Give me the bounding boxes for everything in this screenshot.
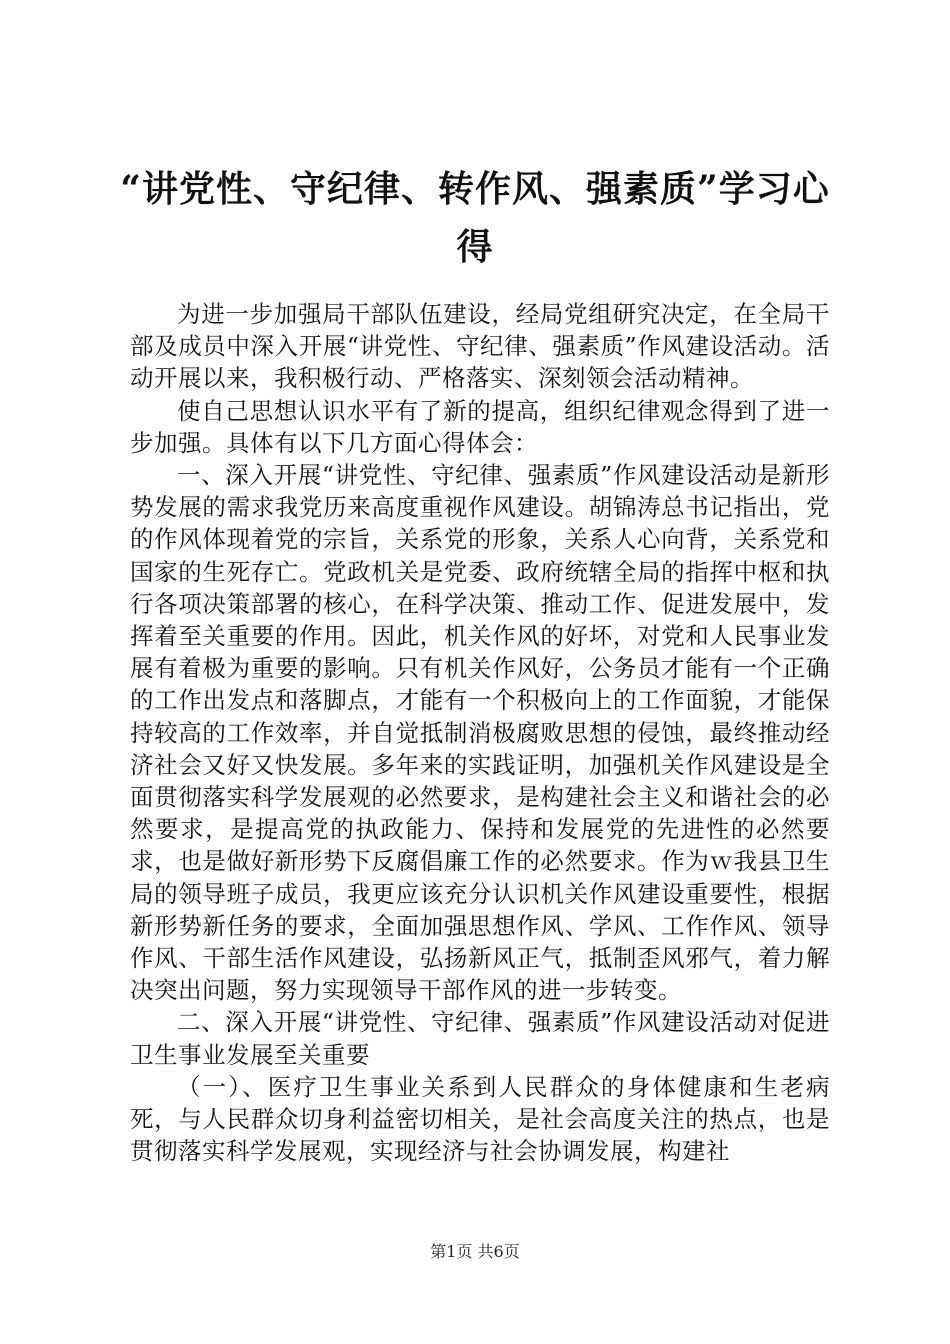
paragraph: 一、深入开展“讲党性、守纪律、强素质”作风建设活动是新形势发展的需求我党历来高度重视作风建设。胡锦涛总书记指出，党的作风体现着党的宗旨，关系党的形象，关系人心向背，关系党和国家的生死存亡。党政机关是党委、政府统辖全局的指挥中枢和执行各项决策部署的核心，在科学决策、推动工作、促进发展中，发挥着至关重要的作用。因此，机关作风的好坏，对党和人民事业发展有着极为重要的影响。只有机关作风好，公务员才能有一个正确的工作出发点和落脚点，才能有一个积极向上的工作面貌，才能保持较高的工作效率，并自觉抵制消极腐败思想的侵蚀，最终推动经济社会又好又快发展。多年来的实践证明，加强机关作风建设是全面贯彻落实科学发展观的必然要求，是构建社会主义和谐社会的必然要求，是提高党的执政能力、保持和发展党的先进性的必然要求，也是做好新形势下反腐倡廉工作的必然要求。作为ｗ我县卫生局的领导班子成员，我更应该充分认识机关作风建设重要性，根据新形势新任务的要求，全面加强思想作风、学风、工作作风、领导作风、干部生活作风建设，弘扬新风正气，抵制歪风邪气，着力解决突出问题，努力实现领导干部作风的进一步转变。 [130, 461, 830, 1005]
paragraph: 二、深入开展“讲党性、守纪律、强素质”作风建设活动对促进卫生事业发展至关重要 [130, 1008, 830, 1069]
paragraph: （一）、医疗卫生事业关系到人民群众的身体健康和生老病死，与人民群众切身利益密切相关，是社会高度关注的热点，也是贯彻落实科学发展观，实现经济与社会协调发展，构建社 [130, 1072, 830, 1166]
document-title: “讲党性、守纪律、转作风、强素质”学习心得 [120, 168, 830, 268]
paragraph: 使自己思想认识水平有了新的提高，组织纪律观念得到了进一步加强。具体有以下几方面心得体会： [130, 396, 830, 457]
page-number-footer: 第1页 共6页 [430, 1242, 520, 1261]
document-body [130, 298, 830, 1167]
paragraph: 为进一步加强局干部队伍建设，经局党组研究决定，在全局干部及成员中深入开展“讲党性、守纪律、强素质”作风建设活动。活动开展以来，我积极行动、严格落实、深刻领会活动精神。 [130, 300, 830, 393]
